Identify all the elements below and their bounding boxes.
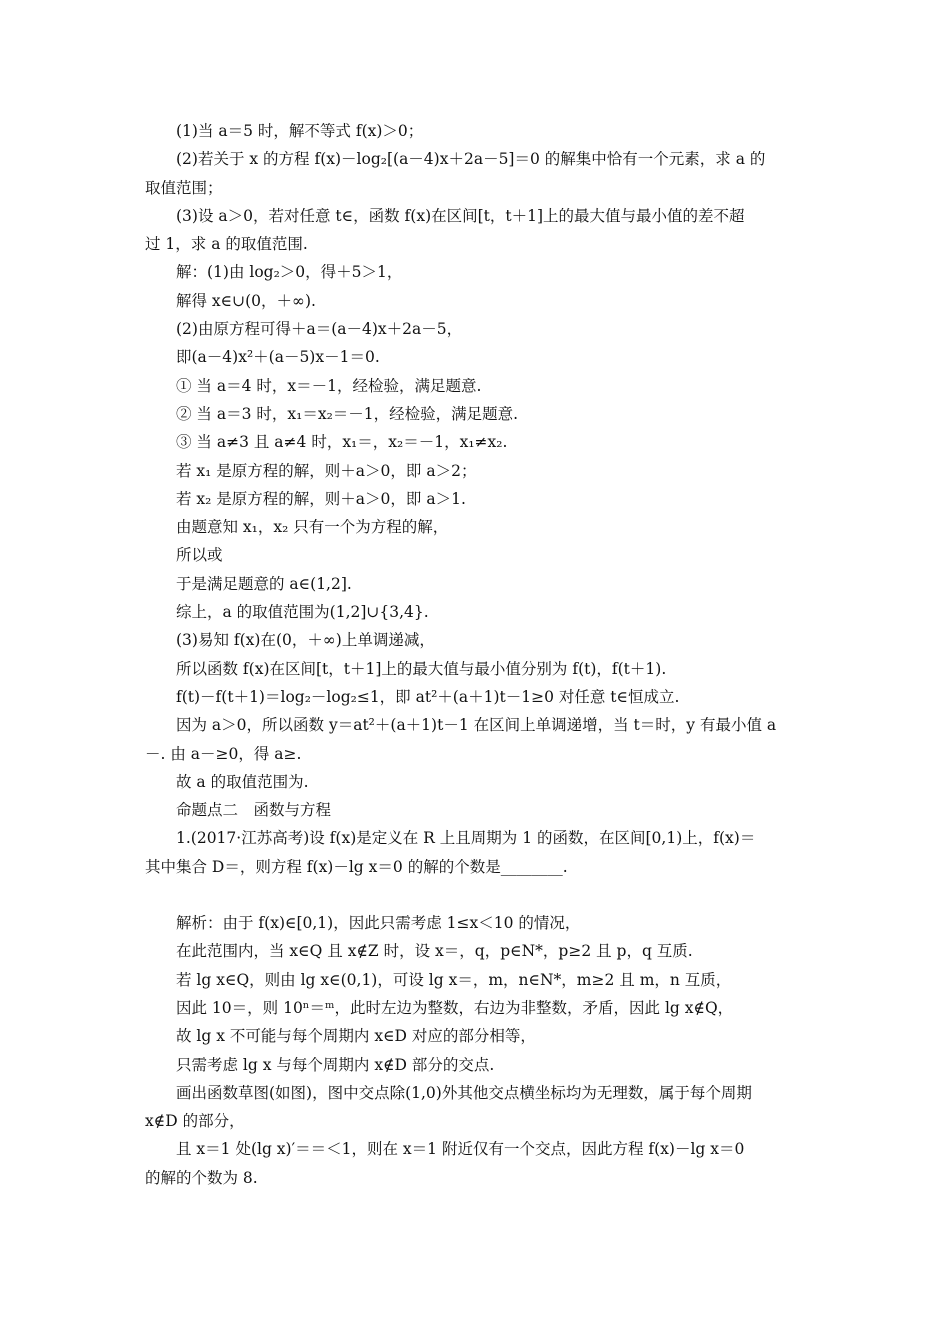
text-line: (3)设 a＞0，若对任意 t∈，函数 f(x)在区间[t，t＋1]上的最大值与最小值的差不超 xyxy=(176,206,745,225)
text-line: 画出函数草图(如图)，图中交点除(1,0)外其他交点横坐标均为无理数，属于每个周期 xyxy=(176,1083,752,1102)
text-line: 过 1，求 a 的取值范围. xyxy=(145,235,308,254)
document-body xyxy=(145,117,810,1192)
text-line: 只需考虑 lg x 与每个周期内 x∉D 部分的交点. xyxy=(176,1055,495,1074)
text-line: 若 x₂ 是原方程的解，则＋a＞0，即 a＞1. xyxy=(176,489,466,508)
text-line: 解：(1)由 log₂＞0，得＋5＞1， xyxy=(176,263,403,282)
text-line: 解得 x∈∪(0，＋∞). xyxy=(176,291,316,310)
text-line: 因为 a＞0，所以函数 y＝at²＋(a＋1)t－1 在区间上单调递增，当 t＝时，y 有最小值 a xyxy=(176,716,777,735)
text-line: (2)由原方程可得＋a＝(a－4)x＋2a－5， xyxy=(176,320,463,339)
text-line: 若 lg x∈Q，则由 lg x∈(0,1)，可设 lg x＝，m，n∈N*，m≥2 且 m，n 互质， xyxy=(176,970,732,989)
text-line: 若 x₁ 是原方程的解，则＋a＞0，即 a＞2； xyxy=(176,461,477,480)
text-line: －. 由 a－≥0，得 a≥. xyxy=(145,744,302,763)
text-line: 在此范围内，当 x∈Q 且 x∉Z 时，设 x＝，q，p∈N*，p≥2 且 p，q 互质. xyxy=(176,942,693,961)
text-line: 故 lg x 不可能与每个周期内 x∈D 对应的部分相等， xyxy=(176,1027,536,1046)
text-line: 综上，a 的取值范围为(1,2]∪{3,4}. xyxy=(176,603,429,622)
text-line: 所以函数 f(x)在区间[t，t＋1]上的最大值与最小值分别为 f(t)，f(t＋1). xyxy=(176,659,667,678)
text-line: 于是满足题意的 a∈(1,2]. xyxy=(176,574,352,593)
text-line: 取值范围； xyxy=(145,178,223,197)
text-line: (3)易知 f(x)在(0，＋∞)上单调递减， xyxy=(176,631,435,650)
text-line: 由题意知 x₁，x₂ 只有一个为方程的解， xyxy=(176,518,449,537)
text-line: 故 a 的取值范围为. xyxy=(176,772,309,791)
text-line: ① 当 a＝4 时，x＝－1，经检验，满足题意. xyxy=(176,376,482,395)
text-line: 的解的个数为 8. xyxy=(145,1168,258,1187)
text-line: x∉D 的部分， xyxy=(145,1112,245,1131)
text-line: (2)若关于 x 的方程 f(x)－log₂[(a－4)x＋2a－5]＝0 的解集中恰有一个元素，求 a 的 xyxy=(176,150,766,169)
text-line: (1)当 a＝5 时，解不等式 f(x)＞0； xyxy=(176,122,424,140)
text-line: 即(a－4)x²＋(a－5)x－1＝0. xyxy=(176,348,380,367)
blank-line xyxy=(145,881,810,909)
text-line: 1.(2017·江苏高考)设 f(x)是定义在 R 上且周期为 1 的函数，在区间[0,1)上，f(x)＝ xyxy=(176,829,756,848)
text-line: ② 当 a＝3 时，x₁＝x₂＝－1，经检验，满足题意. xyxy=(176,404,519,423)
text-line: 解析：由于 f(x)∈[0,1)，因此只需考虑 1≤x＜10 的情况， xyxy=(176,914,581,933)
text-line: 所以或 xyxy=(176,546,223,565)
text-line: f(t)－f(t＋1)＝log₂－log₂≤1，即 at²＋(a＋1)t－1≥0 对任意 t∈恒成立. xyxy=(176,687,680,706)
text-line: ③ 当 a≠3 且 a≠4 时，x₁＝，x₂＝－1，x₁≠x₂. xyxy=(176,433,508,452)
text-line: 命题点二 函数与方程 xyxy=(176,801,332,820)
text-line: 其中集合 D＝，则方程 f(x)－lg x＝0 的解的个数是________. xyxy=(145,857,568,876)
text-line: 因此 10＝，则 10ⁿ＝ᵐ，此时左边为整数，右边为非整数，矛盾，因此 lg x∉Q， xyxy=(176,998,734,1017)
text-line: 且 x＝1 处(lg x)′＝＝＜1，则在 x＝1 附近仅有一个交点，因此方程 f(x)－lg x＝0 xyxy=(176,1140,745,1159)
